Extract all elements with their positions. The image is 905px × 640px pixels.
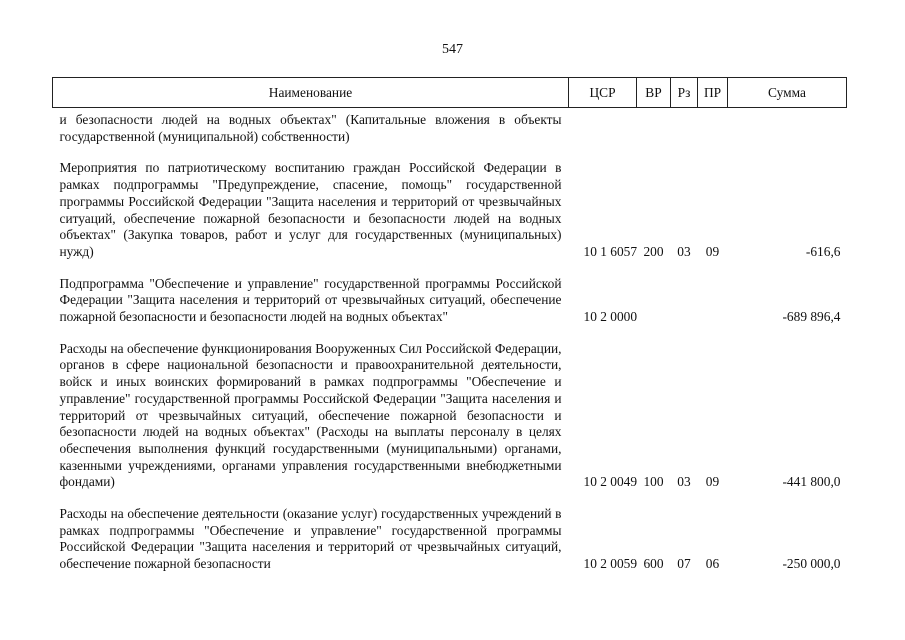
row-csr: 10 1 6057 (583, 243, 638, 259)
row-name: и безопасности людей на водных объектах" (Капитальные вложения в объекты государственной (муниципальной) собственности) (59, 112, 562, 144)
page-number: 547 (442, 42, 463, 57)
table-header (53, 78, 847, 108)
row-vr (637, 108, 671, 161)
row-name: Расходы на обеспечение деятельности (оказание услуг) государственных учреждений в рамках подпрограммы "Обеспечение и управление" государственной программы Российской Федерации "Защита населения и территорий от чрезвычайных ситуаций, обеспечение пожарной безопасности (59, 506, 562, 572)
row-sum: -250 000,0 (782, 556, 841, 572)
row-sum (728, 108, 847, 161)
header-vr: ВР (637, 78, 671, 108)
row-csr: 10 2 0000 (583, 309, 638, 325)
header-name: Наименование (53, 78, 569, 108)
header-pr: ПР (698, 78, 728, 108)
row-pr: 09 (705, 243, 720, 259)
table-row (53, 341, 847, 506)
header-rz: Рз (671, 78, 698, 108)
row-rz: 03 (677, 474, 691, 490)
row-rz: 07 (677, 556, 691, 572)
budget-table (52, 77, 847, 573)
row-vr: 200 (643, 243, 664, 259)
row-vr (637, 276, 671, 341)
row-sum: -616,6 (805, 243, 841, 259)
row-pr: 06 (705, 556, 720, 572)
row-pr: 09 (705, 474, 720, 490)
row-sum: -441 800,0 (782, 474, 841, 490)
row-vr: 100 (643, 474, 664, 490)
table-row (53, 506, 847, 573)
row-csr: 10 2 0049 (583, 474, 638, 490)
header-csr: ЦСР (569, 78, 637, 108)
row-rz (671, 108, 698, 161)
row-rz: 03 (677, 243, 691, 259)
row-csr: 10 2 0059 (583, 556, 638, 572)
table-row (53, 108, 847, 161)
row-name: Расходы на обеспечение функционирования Вооруженных Сил Российской Федерации, органов в сфере национальной безопасности и правоохранительной деятельности, войск и иных воинских формирований в рамках подпрограммы "Обеспечение и управление" государственной программы Российской Федерации "Защита населения и территорий от чрезвычайных ситуаций, обеспечение пожарной безопасности и безопасности людей на водных объектах" (Расходы на выплаты персоналу в целях обеспечения выполнения функций государственными (муниципальными) органами, казенными учреждениями, органами управления государственными внебюджетными фондами) (59, 340, 562, 490)
row-rz (671, 276, 698, 341)
row-pr (698, 108, 728, 161)
table-row (53, 160, 847, 275)
row-sum: -689 896,4 (782, 309, 841, 325)
row-pr (698, 276, 728, 341)
header-sum: Сумма (728, 78, 847, 108)
row-name: Мероприятия по патриотическому воспитанию граждан Российской Федерации в рамках подпрограммы "Предупреждение, спасение, помощь" государственной программы Российской Федерации "Защита населения и территорий от чрезвычайных ситуаций, обеспечение пожарной безопасности и безопасности людей на водных объектах" (Закупка товаров, работ и услуг для государственных (муниципальных) нужд) (59, 160, 562, 259)
row-csr (569, 108, 637, 161)
row-name: Подпрограмма "Обеспечение и управление" государственной программы Российской Федерации "Защита населения и территорий от чрезвычайных ситуаций, обеспечение пожарной безопасности и безопасности людей на водных объектах" (59, 275, 562, 325)
table-row (53, 276, 847, 341)
row-vr: 600 (643, 556, 664, 572)
